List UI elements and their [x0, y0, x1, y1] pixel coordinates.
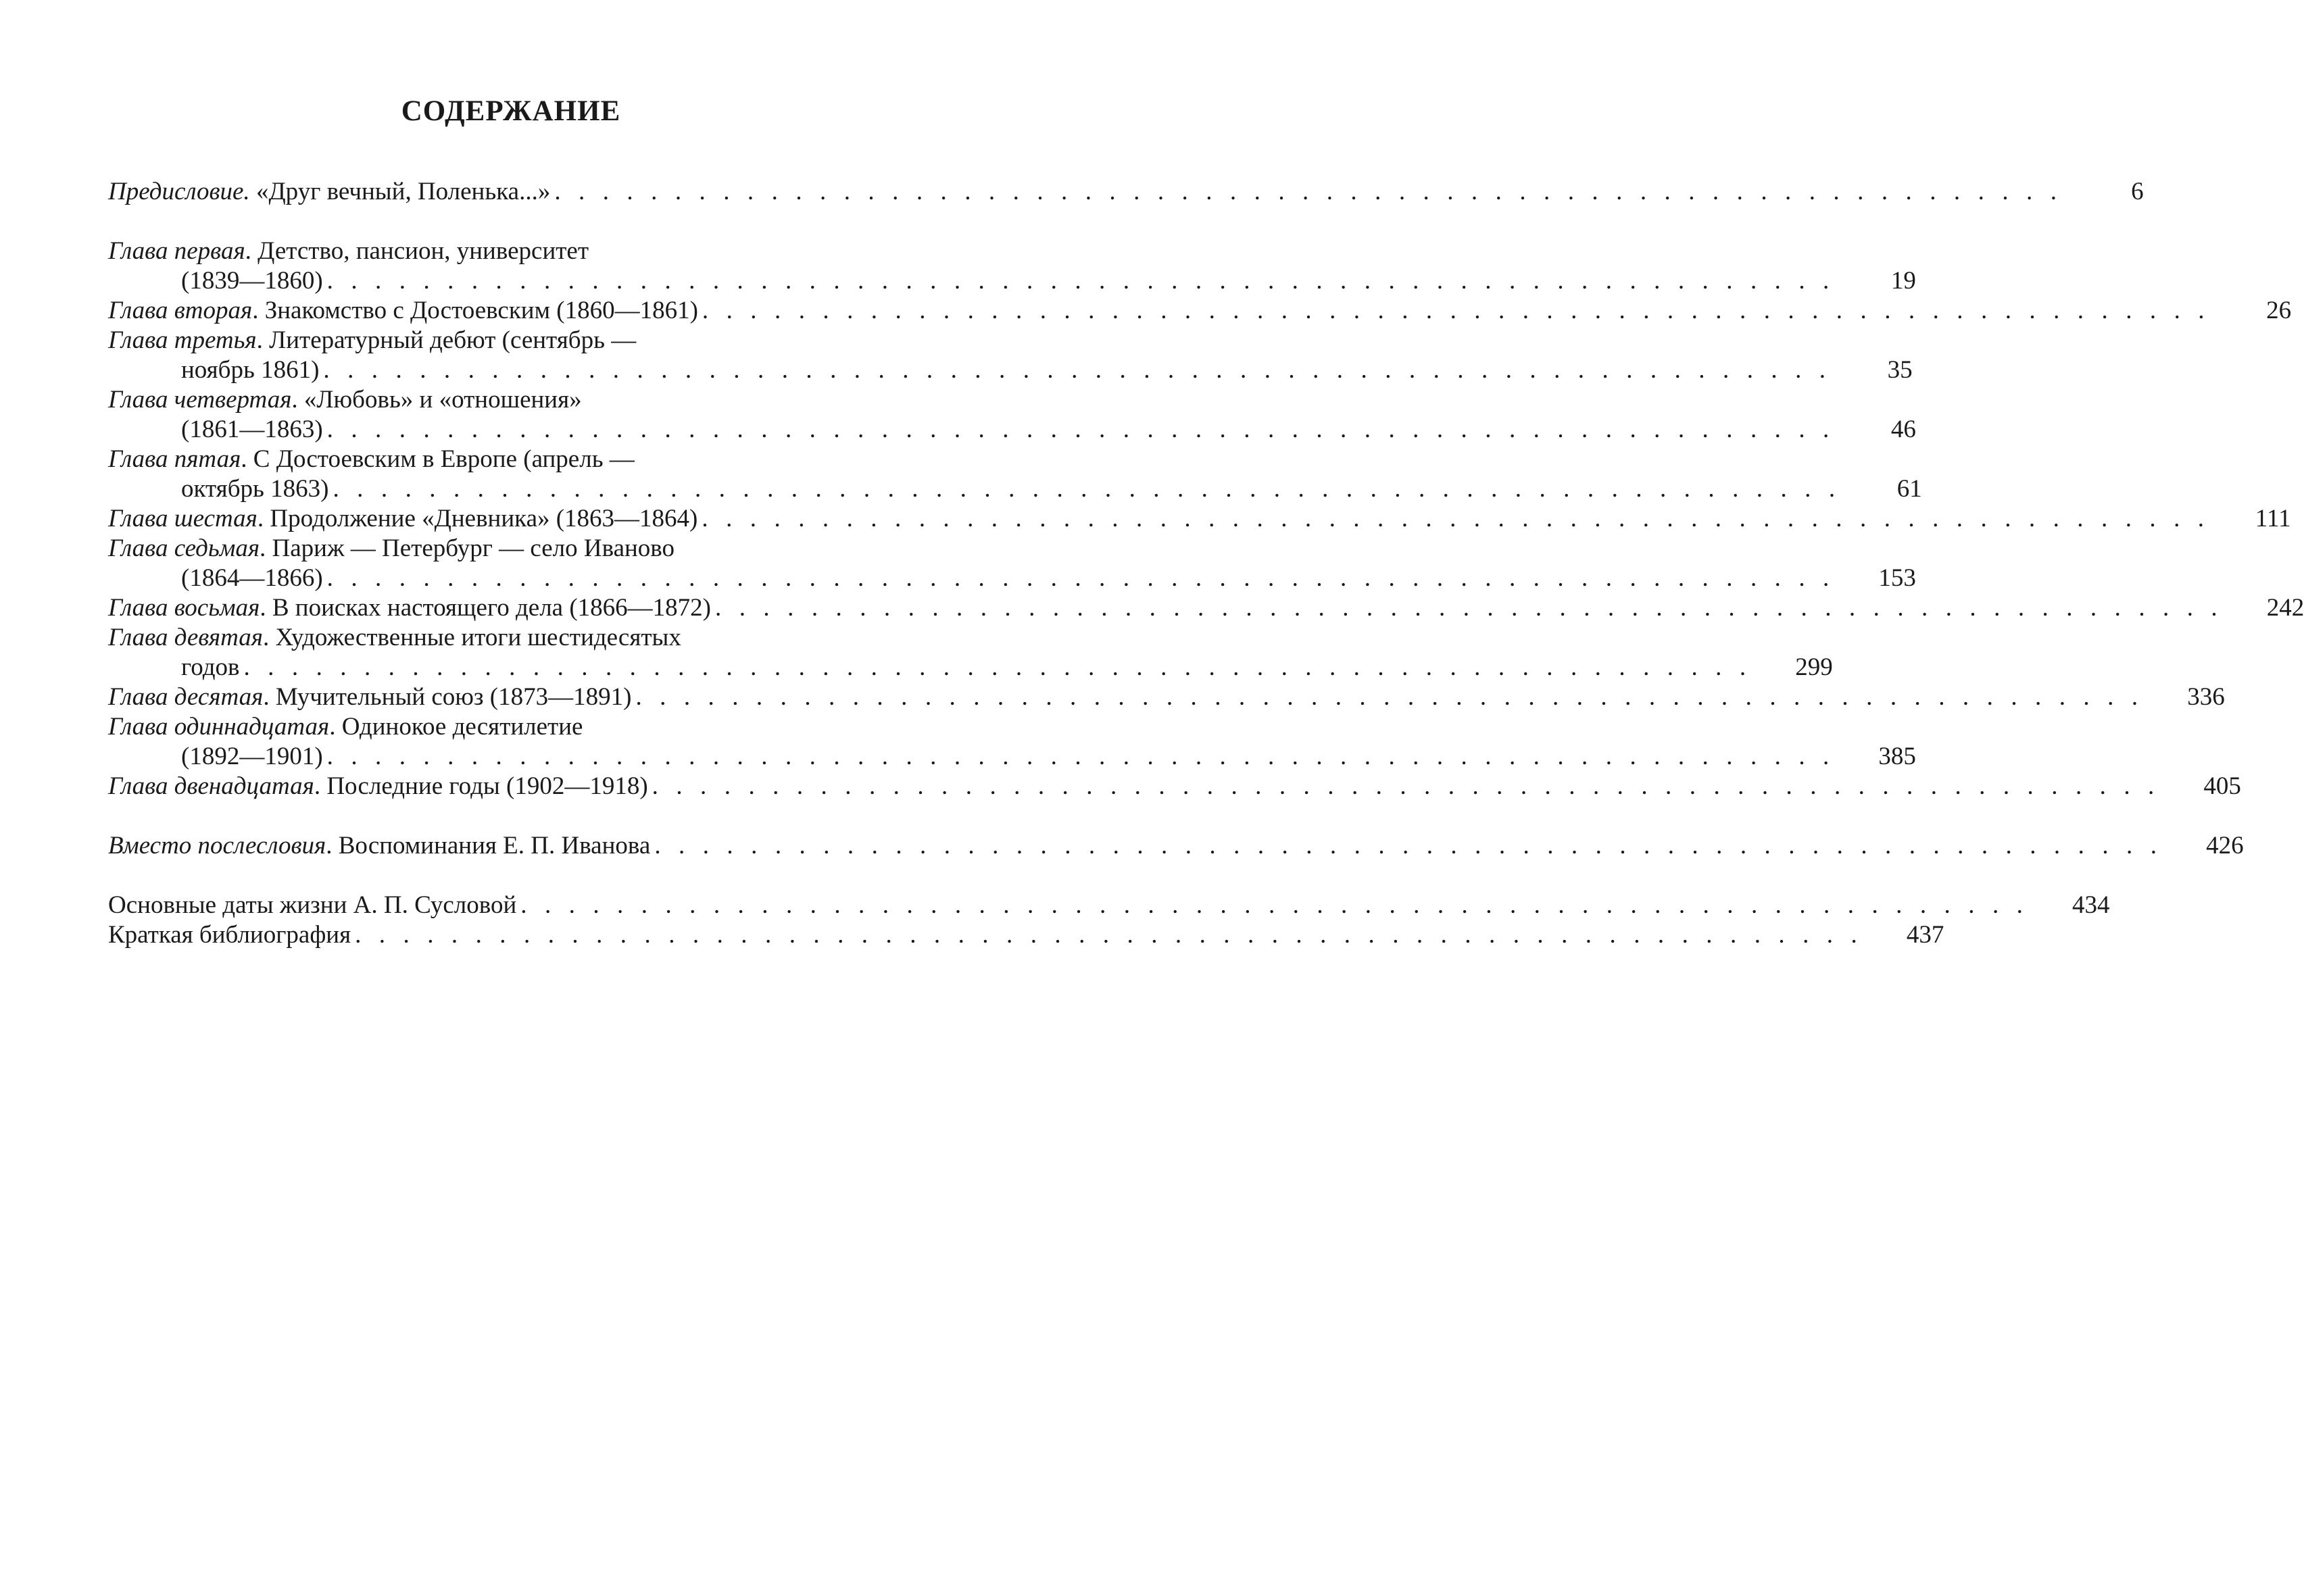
entry-prefix: Вместо послесловия [108, 832, 326, 859]
leader-dots: . . . . . . . . . . . . . . . . . . . . . . . . . . . . . . . . . . . . . . . . . . . . . . . . . . . . . . . . . . . . . . . [326, 416, 1835, 443]
toc-entry-chapter[interactable] [108, 504, 2291, 534]
entry-prefix: Глава десятая [108, 683, 264, 711]
entry-label [108, 772, 648, 801]
entry-label [108, 385, 902, 415]
entry-title: . С Достоевским в Европе (апрель — [241, 445, 635, 473]
entry-prefix: Глава вторая [108, 297, 253, 324]
page-number: 385 [1878, 743, 1916, 770]
entry-title-continued: (1839—1860) [181, 267, 323, 295]
toc-entry-dates[interactable] [108, 891, 2110, 920]
leader-dots: . . . . . . . . . . . . . . . . . . . . . . . . . . . . . . . . . . . . . . . . . . . . . . . . . . . . . . . . . . . . . . . [326, 564, 1835, 592]
entry-label [108, 831, 650, 861]
page-number: 61 [1896, 475, 1922, 503]
leader-dots: . . . . . . . . . . . . . . . . . . . . . . . . . . . . . . . . . . . . . . . . . . . . . . . . . . . . . . . . . . . . . . . [333, 475, 1841, 503]
entry-title: Краткая библиография [108, 921, 351, 949]
entry-title: . «Любовь» и «отношения» [291, 386, 582, 414]
entry-title-continued: (1892—1901) [181, 743, 323, 770]
entry-label [108, 177, 550, 207]
table-of-contents [108, 177, 2304, 950]
entry-label [108, 593, 711, 623]
entry-title: . Париж — Петербург — село Иваново [260, 534, 675, 562]
entry-label [108, 623, 902, 653]
entry-title: . Продолжение «Дневника» (1863—1864) [257, 505, 698, 532]
toc-entry-chapter[interactable] [108, 445, 1922, 504]
leader-dots: . . . . . . . . . . . . . . . . . . . . . . . . . . . . . . . . . . . . . . . . . . . . . . . . . . . . . . . . . . . . . . . [715, 594, 2224, 622]
page-number: 426 [2206, 832, 2244, 859]
page-number: 336 [2187, 683, 2225, 711]
entry-prefix: Глава пятая [108, 445, 241, 473]
toc-entry-chapter[interactable] [108, 593, 2304, 623]
page-number: 26 [2266, 297, 2292, 324]
entry-title: . Знакомство с Достоевским (1860—1861) [252, 297, 698, 324]
entry-prefix: Глава двенадцатая [108, 772, 314, 800]
page-number: 434 [2072, 891, 2110, 919]
page-number: 299 [1795, 653, 1833, 681]
toc-entry-chapter[interactable] [108, 623, 1833, 682]
toc-entry-bibliography[interactable] [108, 920, 1944, 950]
leader-dots: . . . . . . . . . . . . . . . . . . . . . . . . . . . . . . . . . . . . . . . . . . . . . . . . . . . . . . . . . . . . . . . [654, 832, 2163, 859]
entry-label [108, 682, 631, 712]
spacer [108, 801, 902, 831]
page-title: СОДЕРЖАНИЕ [401, 95, 621, 127]
leader-dots: . . . . . . . . . . . . . . . . . . . . . . . . . . . . . . . . . . . . . . . . . . . . . . . . . . . . . . . . . . . . . . . [554, 178, 2063, 205]
entry-title: . Последние годы (1902—1918) [314, 772, 648, 800]
chapter-list [108, 236, 2304, 801]
leader-dots: . . . . . . . . . . . . . . . . . . . . . . . . . . . . . . . . . . . . . . . . . . . . . . . . . . . . . . . . . . . . . . . [702, 505, 2210, 532]
entry-title: . Мучительный союз (1873—1891) [263, 683, 632, 711]
toc-entry-chapter[interactable] [108, 712, 1916, 772]
leader-dots: . . . . . . . . . . . . . . . . . . . . . . . . . . . . . . . . . . . . . . . . . . . . . . . . . . . . . . . . . . . . . . . [652, 772, 2160, 800]
leader-dots: . . . . . . . . . . . . . . . . . . . . . . . . . . . . . . . . . . . . . . . . . . . . . . . . . . . . . . . . . . . . . . . [702, 297, 2211, 324]
page-number: 6 [2131, 178, 2144, 205]
entry-label [108, 445, 902, 474]
entry-prefix: Глава шестая [108, 505, 258, 532]
page-number: 153 [1878, 564, 1916, 592]
entry-label [108, 712, 902, 742]
entry-prefix: Глава первая [108, 237, 245, 265]
page-number: 46 [1890, 416, 1916, 443]
entry-title: . В поисках настоящего дела (1866—1872) [260, 594, 712, 622]
entry-title: . Воспоминания Е. П. Иванова [326, 832, 651, 859]
entry-title-continued: (1861—1863) [181, 416, 323, 443]
entry-label [108, 326, 902, 355]
entry-label [108, 504, 697, 534]
entry-title: . Одинокое десятилетие [329, 713, 583, 741]
leader-dots: . . . . . . . . . . . . . . . . . . . . . . . . . . . . . . . . . . . . . . . . . . . . . . . . . . . . . . . . . . . . . . . [355, 921, 1863, 949]
toc-entry-chapter[interactable] [108, 296, 2292, 326]
toc-entry-chapter[interactable] [108, 772, 2241, 801]
leader-dots: . . . . . . . . . . . . . . . . . . . . . . . . . . . . . . . . . . . . . . . . . . . . . . . . . . . . . . . . . . . . . . . [326, 743, 1835, 770]
toc-entry-chapter[interactable] [108, 326, 1913, 385]
entry-title-continued: (1864—1866) [181, 564, 323, 592]
entry-prefix: Глава восьмая [108, 594, 260, 622]
entry-prefix: Глава девятая [108, 624, 263, 651]
entry-title: «Друг вечный, Поленька...» [249, 178, 551, 205]
entry-title: . Литературный дебют (сентябрь — [256, 326, 637, 354]
page-number: 437 [1906, 921, 1944, 949]
page-number: 111 [2255, 505, 2291, 532]
entry-title-continued: годов [181, 653, 240, 681]
toc-entry-chapter[interactable] [108, 534, 1916, 593]
leader-dots: . . . . . . . . . . . . . . . . . . . . . . . . . . . . . . . . . . . . . . . . . . . . . . . . . . . . . . . . . . . . . . . [635, 683, 2144, 711]
entry-prefix: Глава седьмая [108, 534, 260, 562]
page-number: 405 [2203, 772, 2241, 800]
entry-prefix: Глава третья [108, 326, 257, 354]
toc-entry-chapter[interactable] [108, 682, 2225, 712]
entry-prefix: Предисловие. [108, 178, 250, 205]
leader-dots: . . . . . . . . . . . . . . . . . . . . . . . . . . . . . . . . . . . . . . . . . . . . . . . . . . . . . . . . . . . . . . . [323, 356, 1832, 384]
page-number: 35 [1887, 356, 1913, 384]
toc-entry-preface[interactable] [108, 177, 2144, 207]
entry-title: . Художественные итоги шестидесятых [262, 624, 681, 651]
toc-entry-chapter[interactable] [108, 236, 1916, 296]
leader-dots: . . . . . . . . . . . . . . . . . . . . . . . . . . . . . . . . . . . . . . . . . . . . . . . . . . . . . . . . . . . . . . . [243, 653, 1752, 681]
entry-title-continued: октябрь 1863) [181, 475, 329, 503]
spacer [108, 861, 902, 891]
entry-title: Основные даты жизни А. П. Сусловой [108, 891, 517, 919]
entry-label [108, 296, 698, 326]
entry-title: . Детство, пансион, университет [245, 237, 589, 265]
entry-prefix: Глава одиннадцатая [108, 713, 330, 741]
entry-prefix: Глава четвертая [108, 386, 292, 414]
spacer [108, 207, 902, 236]
entry-label [108, 236, 902, 266]
entry-title-continued: ноябрь 1861) [181, 356, 320, 384]
page-number: 19 [1890, 267, 1916, 295]
toc-entry-afterword[interactable] [108, 831, 2244, 861]
page-number: 242 [2266, 594, 2304, 622]
toc-entry-chapter[interactable] [108, 385, 1916, 445]
leader-dots: . . . . . . . . . . . . . . . . . . . . . . . . . . . . . . . . . . . . . . . . . . . . . . . . . . . . . . . . . . . . . . . [520, 891, 2029, 919]
entry-label [108, 534, 902, 564]
leader-dots: . . . . . . . . . . . . . . . . . . . . . . . . . . . . . . . . . . . . . . . . . . . . . . . . . . . . . . . . . . . . . . . [326, 267, 1835, 295]
